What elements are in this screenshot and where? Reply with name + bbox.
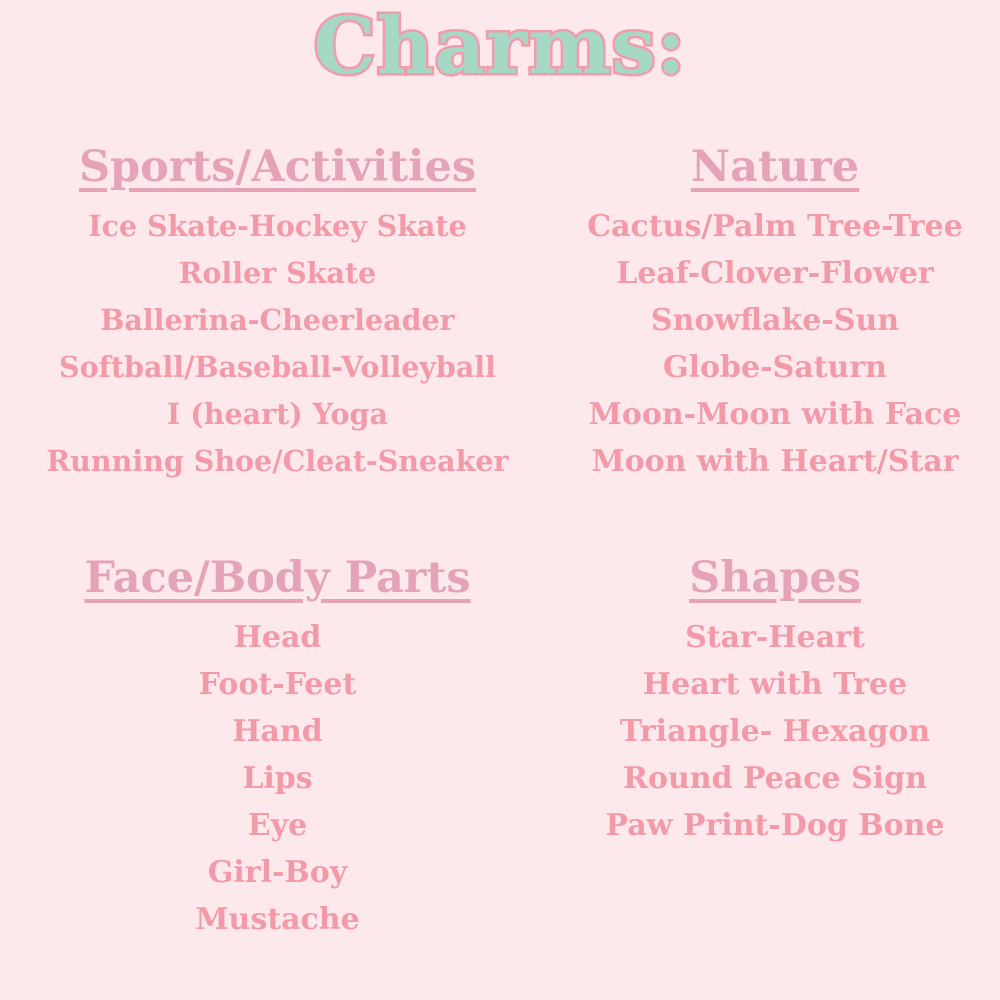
list-item: Cactus/Palm Tree-Tree <box>587 209 963 244</box>
nature-section <box>550 142 1000 485</box>
list-item: Moon-Moon with Face <box>588 397 962 432</box>
list-item: Ballerina-Cheerleader <box>100 303 455 337</box>
nature-heading: Nature <box>690 142 860 192</box>
list-item: Roller Skate <box>178 256 377 290</box>
list-item: Mustache <box>195 902 360 937</box>
face-body-parts-section <box>0 553 555 943</box>
list-item: Hand <box>232 714 323 749</box>
sports-activities-heading: Sports/Activities <box>78 142 477 192</box>
list-item: Softball/Baseball-Volleyball <box>59 350 496 384</box>
list-item: Triangle- Hexagon <box>619 714 931 749</box>
page-title: Charms: <box>313 1 687 92</box>
list-item: Girl-Boy <box>207 855 348 890</box>
list-item: Head <box>233 620 322 655</box>
shapes-section <box>550 553 1000 849</box>
list-item: Moon with Heart/Star <box>591 444 959 479</box>
list-item: Paw Print-Dog Bone <box>605 808 945 843</box>
list-item: Ice Skate-Hockey Skate <box>88 209 467 243</box>
list-item: Foot-Feet <box>198 667 357 702</box>
list-item: Star-Heart <box>685 620 865 655</box>
list-item: Heart with Tree <box>642 667 908 702</box>
list-item: I (heart) Yoga <box>167 397 388 431</box>
list-item: Running Shoe/Cleat-Sneaker <box>46 444 509 478</box>
list-item: Globe-Saturn <box>663 350 887 385</box>
list-item: Snowflake-Sun <box>650 303 900 338</box>
sports-activities-section <box>0 142 555 485</box>
face-body-parts-heading: Face/Body Parts <box>84 553 471 603</box>
list-item: Round Peace Sign <box>623 761 927 796</box>
list-item: Lips <box>242 761 313 796</box>
list-item: Eye <box>247 808 308 843</box>
shapes-heading: Shapes <box>689 553 861 603</box>
list-item: Leaf-Clover-Flower <box>616 256 934 291</box>
